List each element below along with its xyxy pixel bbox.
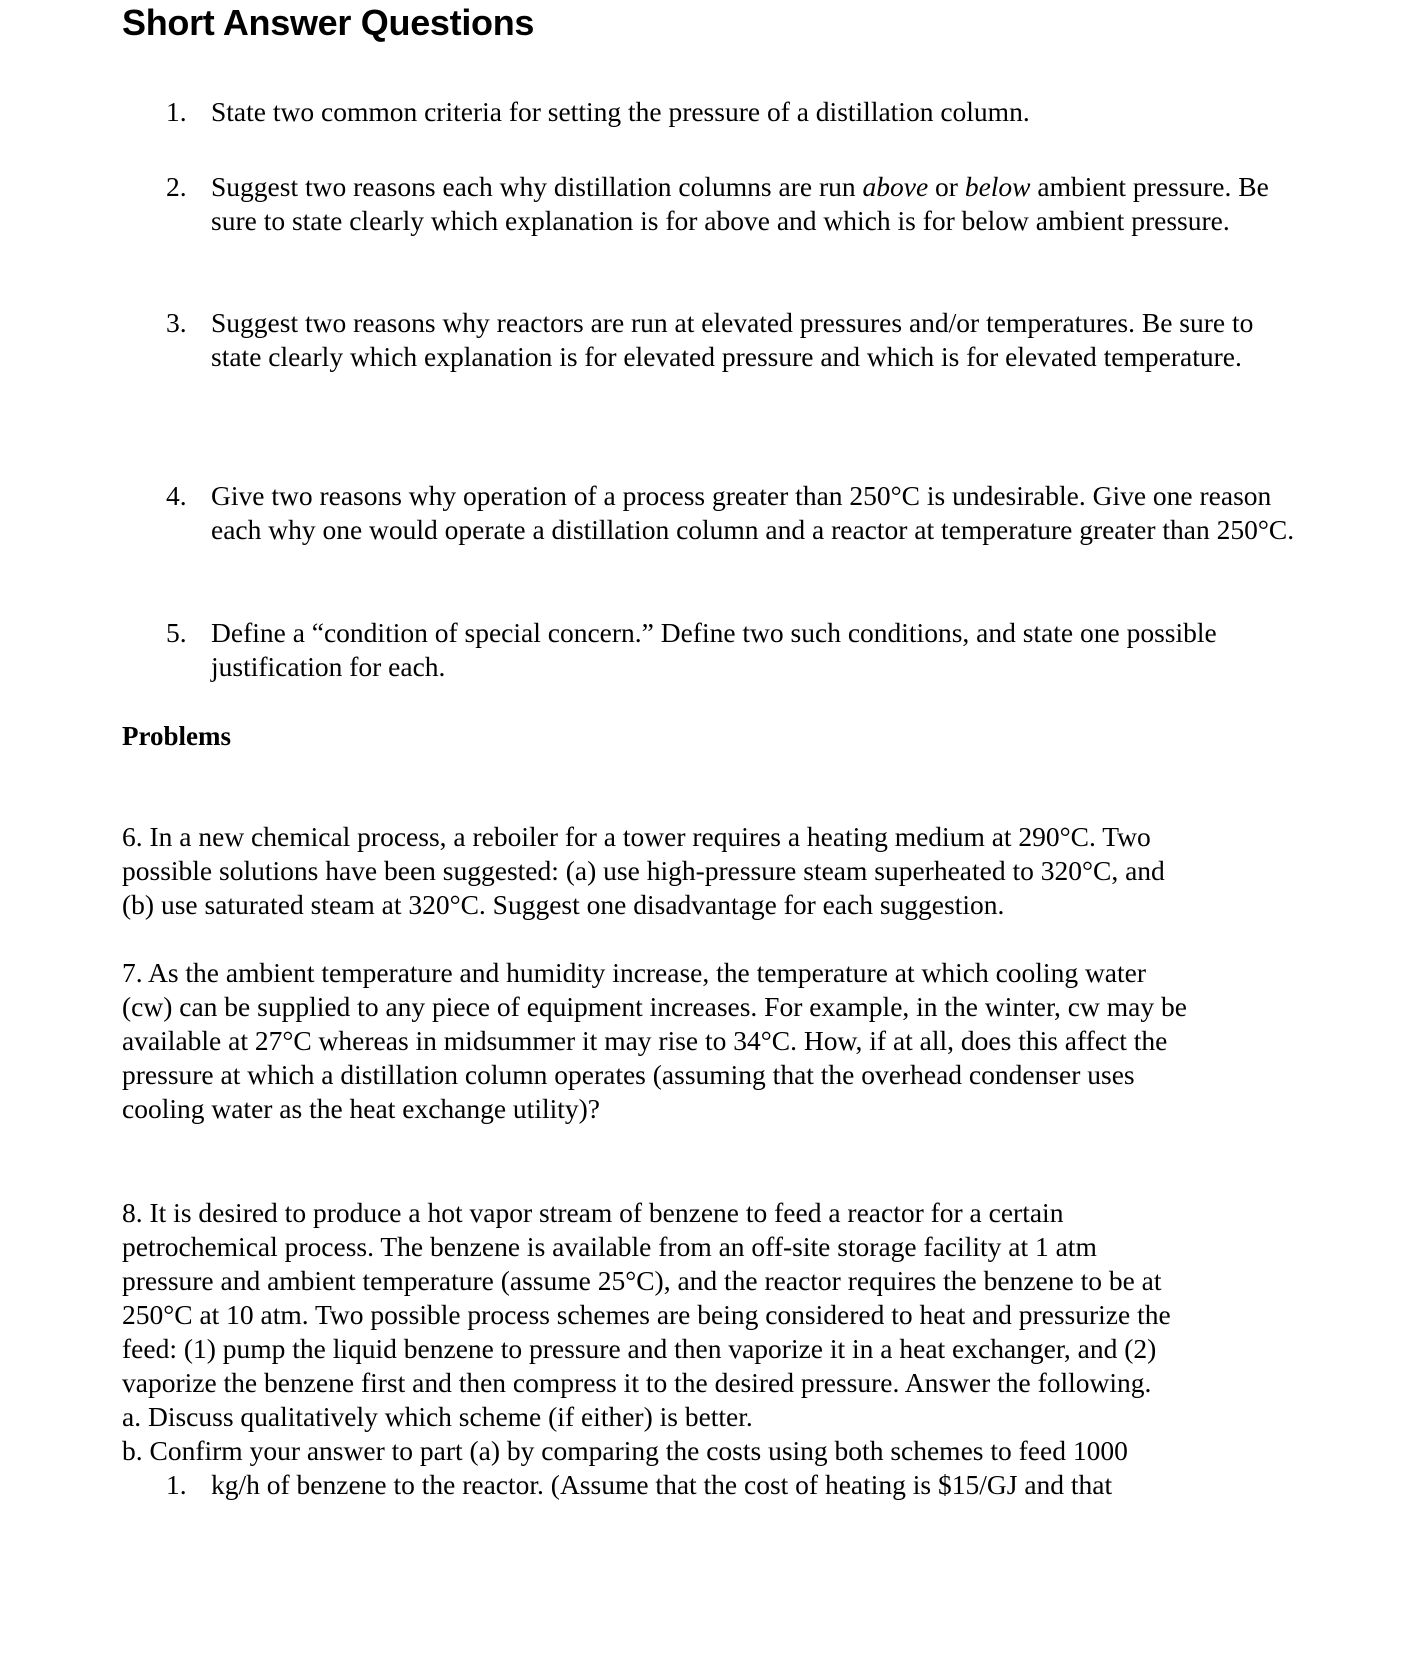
- question-text: Suggest two reasons why reactors are run at elevated pressures and/or temperatures. Be sure to state clearly which explanation is for elevated pressure and which is for elevated temperature.: [211, 307, 1254, 372]
- problem-line: 8. It is desired to produce a hot vapor stream of benzene to feed a reactor for a certain: [122, 1197, 1064, 1228]
- question-number: 1.: [166, 96, 187, 127]
- short-answer-heading: Short Answer Questions: [122, 2, 535, 43]
- problem-line: possible solutions have been suggested: (a) use high-pressure steam superheated to 320°C, and: [122, 855, 1165, 886]
- problem-line: 7. As the ambient temperature and humidity increase, the temperature at which cooling water: [122, 957, 1147, 988]
- question-5: [166, 616, 1296, 684]
- problem-part-b: b. Confirm your answer to part (a) by comparing the costs using both schemes to feed 1000: [122, 1435, 1128, 1466]
- problems-heading: Problems: [122, 721, 231, 751]
- question-text: State two common criteria for setting the pressure of a distillation column.: [211, 96, 1030, 127]
- problem-line: cooling water as the heat exchange utility)?: [122, 1093, 601, 1124]
- line-number: 1.: [166, 1469, 187, 1500]
- problem-line: (cw) can be supplied to any piece of equipment increases. For example, in the winter, cw may be: [122, 991, 1187, 1022]
- question-number: 5.: [166, 617, 187, 648]
- question-text-part: or: [928, 171, 965, 202]
- question-3: [166, 306, 1296, 374]
- emphasis-below: below: [964, 171, 1031, 202]
- problem-6: [122, 820, 1165, 922]
- question-text: Define a “condition of special concern.” Define two such conditions, and state one possible justification for each.: [211, 617, 1217, 682]
- problem-numbered-line: [122, 1468, 1171, 1502]
- problem-line: (b) use saturated steam at 320°C. Suggest one disadvantage for each suggestion.: [122, 889, 1005, 920]
- problem-line: available at 27°C whereas in midsummer it may rise to 34°C. How, if at all, does this affect the: [122, 1025, 1168, 1056]
- question-number: 4.: [166, 480, 187, 511]
- question-4: [166, 479, 1296, 547]
- problem-line: pressure at which a distillation column operates (assuming that the overhead condenser uses: [122, 1059, 1135, 1090]
- line-text: kg/h of benzene to the reactor. (Assume that the cost of heating is $15/GJ and that: [211, 1469, 1113, 1500]
- question-number: 3.: [166, 307, 187, 338]
- problem-7: [122, 956, 1187, 1126]
- problem-line: 6. In a new chemical process, a reboiler for a tower requires a heating medium at 290°C. Two: [122, 821, 1151, 852]
- problem-line: 250°C at 10 atm. Two possible process schemes are being considered to heat and pressurize the: [122, 1299, 1171, 1330]
- question-text: Give two reasons why operation of a process greater than 250°C is undesirable. Give one reason each why one would operate a distillation column and a reactor at temperature greater than 250°C.: [211, 480, 1295, 545]
- question-text-part: Suggest two reasons each why distillation columns are run: [211, 171, 863, 202]
- problem-8: [122, 1196, 1171, 1502]
- question-1: [166, 95, 1296, 129]
- problem-line: vaporize the benzene first and then compress it to the desired pressure. Answer the following.: [122, 1367, 1152, 1398]
- problem-line: feed: (1) pump the liquid benzene to pressure and then vaporize it in a heat exchanger, and (2): [122, 1333, 1157, 1364]
- problem-part-a: a. Discuss qualitatively which scheme (if either) is better.: [122, 1401, 753, 1432]
- emphasis-above: above: [862, 171, 929, 202]
- question-text: [211, 170, 1296, 238]
- question-text-part: ambient pressure. Be sure to state clearly which explanation is for above and which is for below ambient pressure.: [211, 171, 1269, 236]
- problem-line: petrochemical process. The benzene is available from an off-site storage facility at 1 atm: [122, 1231, 1097, 1262]
- problem-line: pressure and ambient temperature (assume 25°C), and the reactor requires the benzene to be at: [122, 1265, 1162, 1296]
- question-2: [166, 170, 1296, 238]
- question-number: 2.: [166, 171, 187, 202]
